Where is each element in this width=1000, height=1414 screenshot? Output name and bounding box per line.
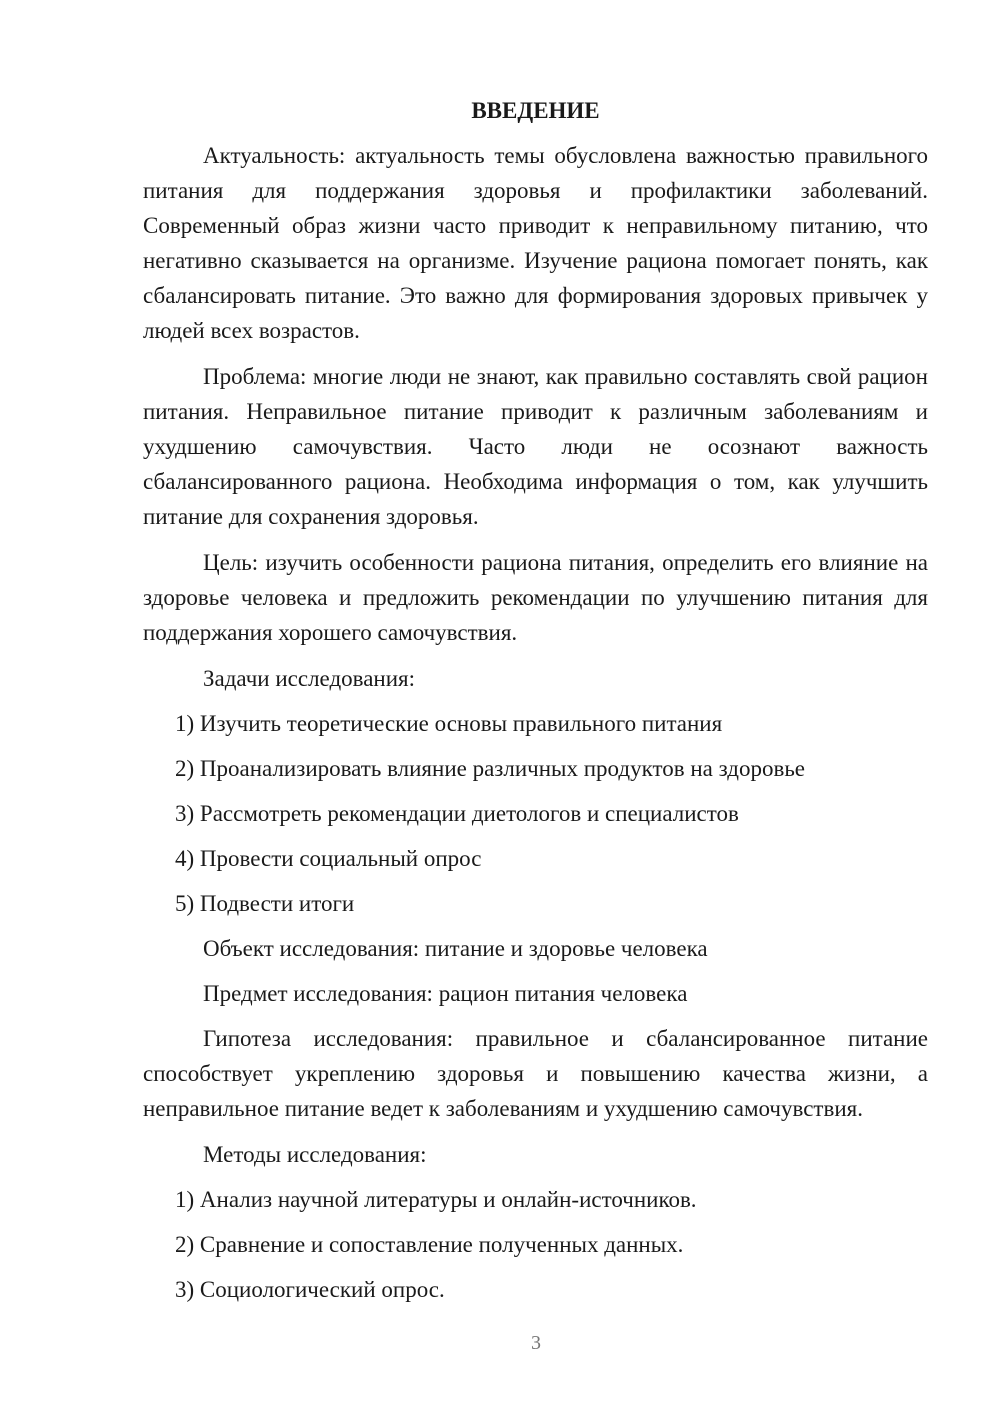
task-item: 4) Провести социальный опрос [175,846,482,871]
document-body [143,93,928,1317]
research-subject: Предмет исследования: рацион питания человека [203,981,688,1006]
task-item: 1) Изучить теоретические основы правильного питания [175,711,723,736]
goal-paragraph: Цель: изучить особенности рациона питания, определить его влияние на здоровье человека и предложить рекомендации по улучшению питания для поддержания хорошего самочувствия. [143,550,928,645]
method-item: 2) Сравнение и сопоставление полученных данных. [175,1232,684,1257]
tasks-label: Задачи исследования: [203,666,416,691]
hypothesis-paragraph: Гипотеза исследования: правильное и сбалансированное питание способствует укреплению здоровья и повышению качества жизни, а неправильное питание ведет к заболеваниям и ухудшению самочувствия. [143,1026,928,1121]
problem-paragraph: Проблема: многие люди не знают, как правильно составлять свой рацион питания. Неправильное питание приводит к различным заболеваниям и ухудшению самочувствия. Часто люди не осознают важность сбалансированного рациона. Необходима информация о том, как улучшить питание для сохранения здоровья. [143,364,928,529]
task-item: 2) Проанализировать влияние различных продуктов на здоровье [175,756,806,781]
methods-label: Методы исследования: [203,1142,427,1167]
relevance-paragraph: Актуальность: актуальность темы обусловлена важностью правильного питания для поддержания здоровья и профилактики заболеваний. Современный образ жизни часто приводит к неправильному питанию, что негативно сказывается на организме. Изучение рациона помогает понять, как сбалансировать питание. Это важно для формирования здоровых привычек у людей всех возрастов. [143,143,928,343]
section-title: ВВЕДЕНИЕ [471,98,600,123]
page-number: 3 [531,1332,541,1354]
method-item: 3) Социологический опрос. [175,1277,445,1302]
task-item: 3) Рассмотреть рекомендации диетологов и специалистов [175,801,739,826]
research-object: Объект исследования: питание и здоровье человека [203,936,708,961]
task-item: 5) Подвести итоги [175,891,355,916]
method-item: 1) Анализ научной литературы и онлайн-источников. [175,1187,697,1212]
